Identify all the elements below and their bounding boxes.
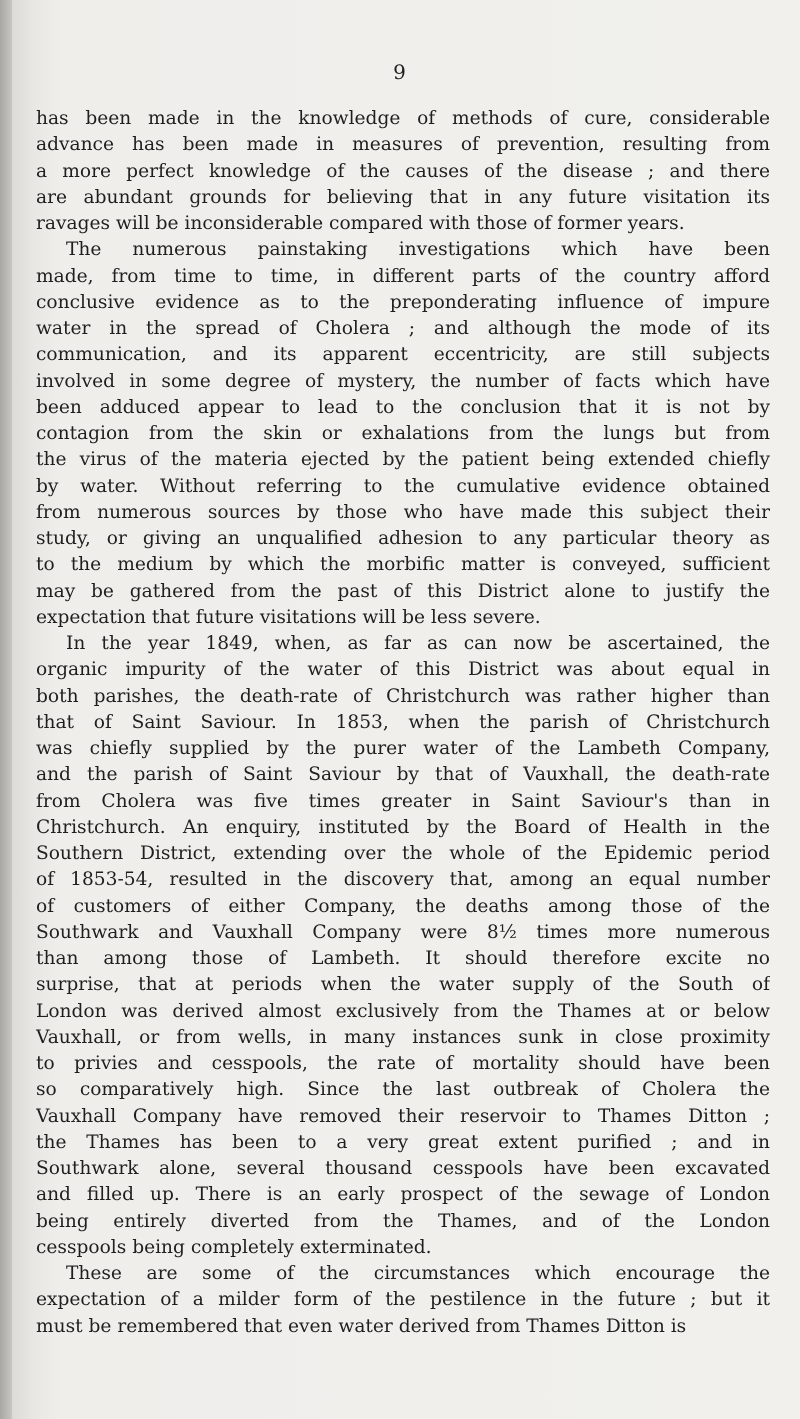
text-line: must be remembered that even water derived from Thames Ditton is bbox=[36, 1315, 687, 1337]
text-line: study, or giving an unqualified adhesion to any particular theory as bbox=[36, 528, 770, 549]
text-line: These are some of the circumstances which encourage the bbox=[66, 1263, 770, 1284]
text-line: was chiefly supplied by the purer water of the Lambeth Company, bbox=[36, 738, 770, 759]
text-line: and filled up. There is an early prospect of the sewage of London bbox=[36, 1184, 770, 1206]
text-line: conclusive evidence as to the preponderating influence of impure bbox=[36, 291, 770, 313]
text-line: ravages will be inconsiderable compared with those of former years. bbox=[36, 213, 685, 234]
text-line: of customers of either Company, the deaths among those of the bbox=[36, 895, 770, 917]
text-line: the Thames has been to a very great extent purified ; and in bbox=[36, 1131, 770, 1153]
text-line: by water. Without referring to the cumulative evidence obtained bbox=[36, 475, 770, 497]
text-line: Southern District, extending over the whole of the Epidemic period bbox=[36, 843, 770, 864]
text-line: of 1853-54, resulted in the discovery that, among an equal number bbox=[36, 869, 770, 891]
body-text bbox=[36, 106, 770, 1340]
text-line: expectation that future visitations will be less severe. bbox=[36, 606, 541, 628]
text-line: Vauxhall, or from wells, in many instances sunk in close proximity bbox=[36, 1026, 770, 1048]
text-line: from Cholera was five times greater in Saint Saviour's than in bbox=[36, 790, 770, 812]
text-line: than among those of Lambeth. It should therefore excite no bbox=[36, 948, 770, 969]
text-line: expectation of a milder form of the pestilence in the future ; but it bbox=[36, 1289, 770, 1311]
text-line: cesspools being completely exterminated. bbox=[36, 1236, 432, 1258]
text-line: London was derived almost exclusively from the Thames at or below bbox=[36, 1000, 770, 1022]
text-line: both parishes, the death-rate of Christchurch was rather higher than bbox=[36, 685, 770, 707]
text-line: Southwark alone, several thousand cesspools have been excavated bbox=[36, 1158, 770, 1179]
text-line: In the year 1849, when, as far as can now be ascertained, the bbox=[66, 633, 770, 654]
text-line: so comparatively high. Since the last outbreak of Cholera the bbox=[36, 1079, 770, 1101]
text-line: may be gathered from the past of this District alone to justify the bbox=[36, 580, 770, 602]
text-line: has been made in the knowledge of methods of cure, considerable bbox=[36, 108, 770, 129]
text-line: the virus of the materia ejected by the patient being extended chiefly bbox=[36, 449, 770, 471]
text-line: involved in some degree of mystery, the number of facts which have bbox=[36, 370, 770, 392]
text-line: Southwark and Vauxhall Company were 8½ times more numerous bbox=[36, 921, 770, 943]
text-line: Vauxhall Company have removed their reservoir to Thames Ditton ; bbox=[36, 1105, 770, 1127]
text-line: a more perfect knowledge of the causes of the disease ; and there bbox=[36, 160, 770, 182]
binding-gutter bbox=[0, 0, 12, 1419]
text-line: to the medium by which the morbific matter is conveyed, sufficient bbox=[36, 554, 770, 576]
page-number: 9 bbox=[393, 60, 407, 84]
text-line: The numerous painstaking investigations which have been bbox=[66, 239, 770, 261]
text-line: water in the spread of Cholera ; and although the mode of its bbox=[36, 318, 770, 339]
text-line: to privies and cesspools, the rate of mortality should have been bbox=[36, 1053, 770, 1074]
text-line: Christchurch. An enquiry, instituted by the Board of Health in the bbox=[36, 816, 770, 838]
text-line: been adduced appear to lead to the conclusion that it is not by bbox=[36, 396, 770, 418]
text-line: made, from time to time, in different parts of the country afford bbox=[36, 265, 770, 287]
text-line: and the parish of Saint Saviour by that of Vauxhall, the death-rate bbox=[36, 764, 770, 786]
text-line: organic impurity of the water of this District was about equal in bbox=[36, 659, 770, 681]
text-line: that of Saint Saviour. In 1853, when the parish of Christchurch bbox=[36, 711, 770, 733]
text-line: are abundant grounds for believing that in any future visitation its bbox=[36, 186, 770, 208]
text-line: contagion from the skin or exhalations from the lungs but from bbox=[36, 423, 770, 444]
text-line: being entirely diverted from the Thames, and of the London bbox=[36, 1210, 770, 1232]
text-line: communication, and its apparent eccentricity, are still subjects bbox=[36, 344, 770, 366]
text-line: surprise, that at periods when the water supply of the South of bbox=[36, 974, 770, 996]
text-line: advance has been made in measures of prevention, resulting from bbox=[36, 134, 770, 156]
text-line: from numerous sources by those who have made this subject their bbox=[36, 501, 770, 523]
